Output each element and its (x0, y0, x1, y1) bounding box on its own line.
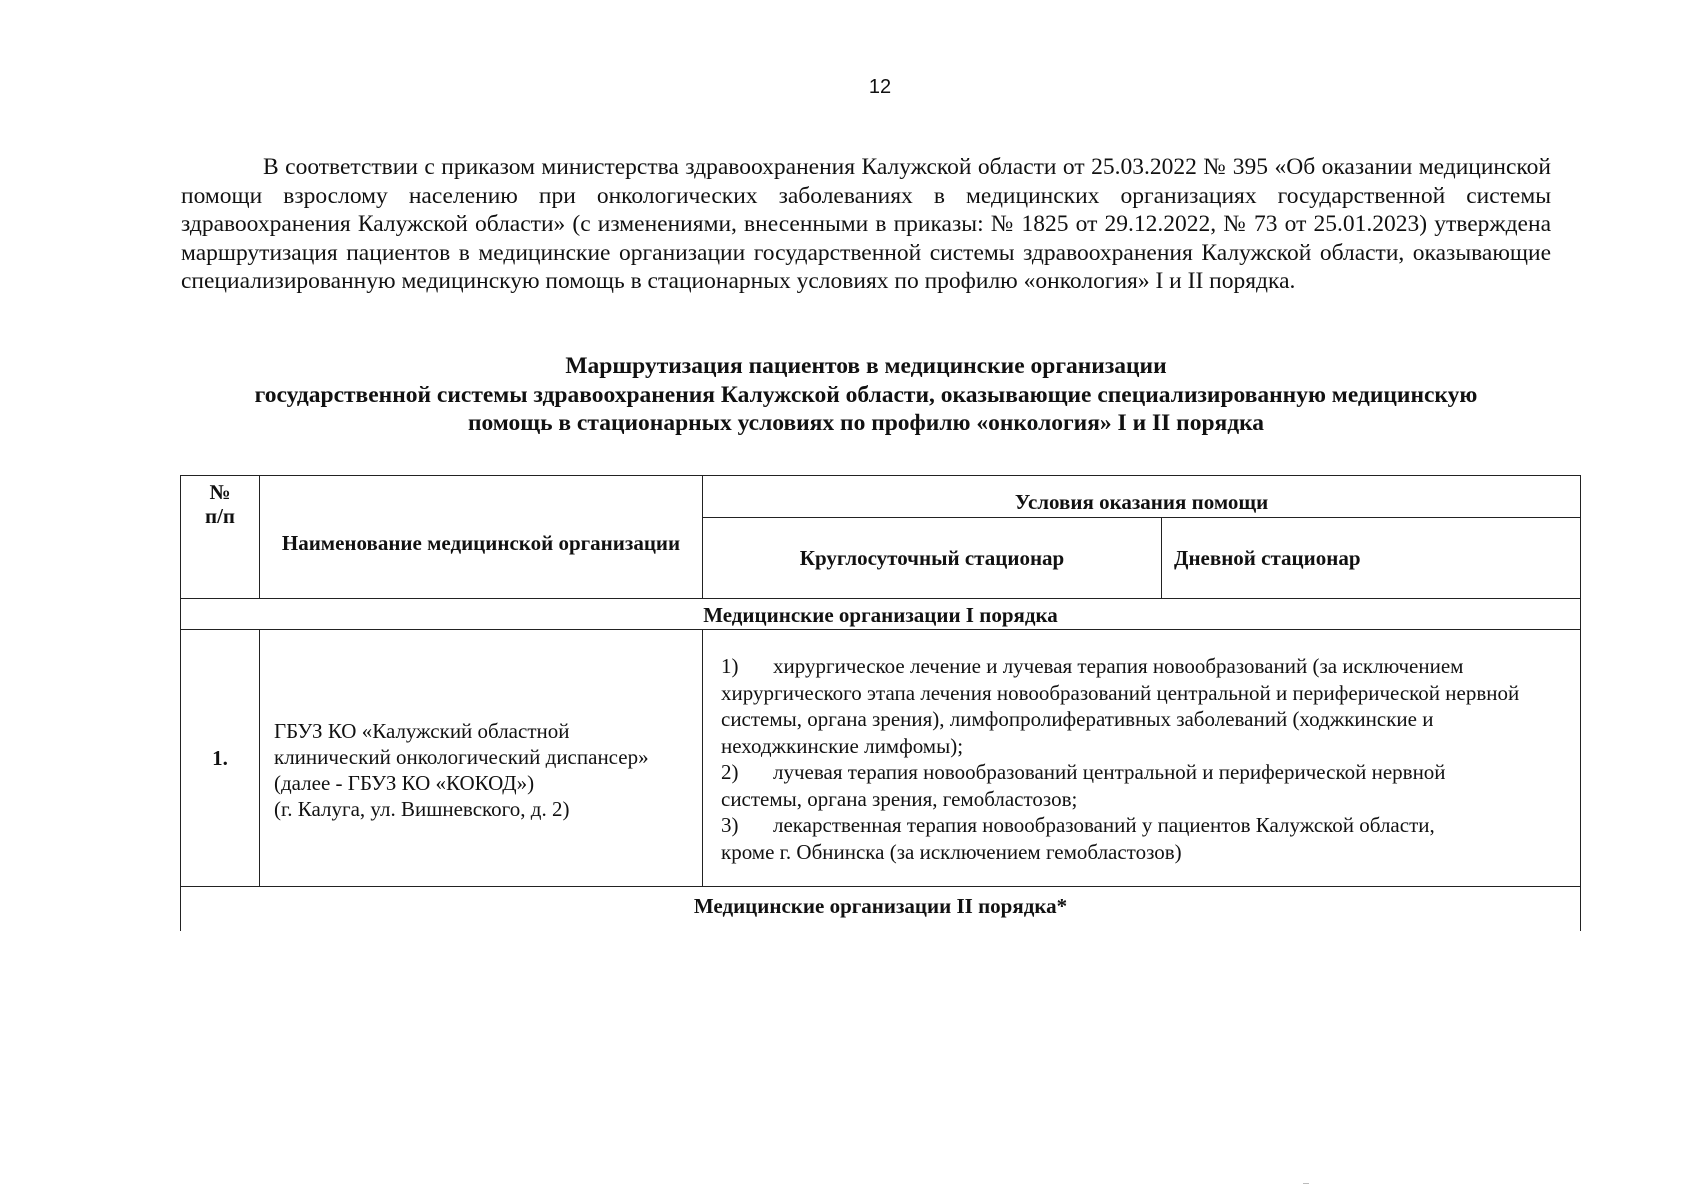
item-number: 3) (721, 813, 739, 837)
header-conditions: Условия оказания помощи (703, 476, 1581, 518)
item-text: хирургическое лечение и лучевая терапия новообразований (за исключением (773, 654, 1464, 678)
page-number: 12 (868, 76, 892, 98)
table-header-row (181, 476, 1581, 518)
header-number-abbr: п/п (204, 504, 236, 528)
condition-item-3 (721, 812, 1560, 839)
section-level-1: Медицинские организации I порядка (181, 599, 1581, 630)
intro-paragraph: В соответствии с приказом министерства здравоохранения Калужской области от 25.03.2022 № 395 «Об оказании медицинской помощи взрослому населению при онкологических заболеваниях в медицинских организациях государственной системы здравоохранения Калужской области» (с изменениями, внесенными в приказы: № 1825 от 29.12.2022, № 73 от 25.01.2023) утверждена маршрутизация пациентов в медицинские организации государственной системы здравоохранения Калужской области, оказывающие специализированную медицинскую помощь в стационарных условиях по профилю «онкология» I и II порядка. (181, 154, 1551, 294)
section-row-level-2 (181, 887, 1581, 932)
condition-item-1-continued: хирургического этапа лечения новообразований центральной и периферической нервной системы, органа зрения), лимфопролиферативных заболеваний (ходжкинские и неходжкинские лимфомы); (721, 680, 1520, 758)
condition-item-2-continued: системы, органа зрения, гемобластозов; (721, 786, 1078, 811)
header-number (181, 476, 260, 599)
table-title (181, 352, 1551, 438)
table-title-line-1: Маршрутизация пациентов в медицинские организации (565, 353, 1167, 379)
row-number: 1. (181, 630, 260, 887)
condition-item-3-continued: кроме г. Обнинска (за исключением гемобластозов) (721, 839, 1182, 864)
header-day-hospital: Дневной стационар (1162, 518, 1581, 599)
item-text: лекарственная терапия новообразований у пациентов Калужской области, (773, 813, 1435, 837)
header-number-sign: № (209, 480, 231, 504)
section-row-level-1 (181, 599, 1581, 630)
org-line: (далее - ГБУЗ КО «КОКОД») (274, 771, 535, 795)
item-number: 2) (721, 760, 739, 784)
table-row (181, 630, 1581, 887)
condition-item-2 (721, 759, 1560, 786)
scan-artifact (1303, 1183, 1309, 1184)
org-line: (г. Калуга, ул. Вишневского, д. 2) (274, 797, 570, 821)
org-line: ГБУЗ КО «Калужский областной (274, 719, 570, 743)
header-organization: Наименование медицинской организации (260, 476, 703, 599)
table-title-line-2: государственной системы здравоохранения Калужской области, оказывающие специализированную медицинскую (254, 381, 1478, 408)
routing-table (180, 475, 1581, 931)
item-number: 1) (721, 654, 739, 678)
row-conditions (703, 630, 1581, 887)
org-line: клинический онкологический диспансер» (274, 745, 649, 769)
row-organization (260, 630, 703, 887)
condition-item-1 (721, 653, 1560, 680)
header-round-clock: Круглосуточный стационар (703, 518, 1162, 599)
section-level-2: Медицинские организации II порядка* (181, 887, 1581, 932)
table-title-line-3: помощь в стационарных условиях по профилю «онкология» I и II порядка (467, 410, 1265, 436)
item-text: лучевая терапия новообразований центральной и периферической нервной (773, 760, 1446, 784)
